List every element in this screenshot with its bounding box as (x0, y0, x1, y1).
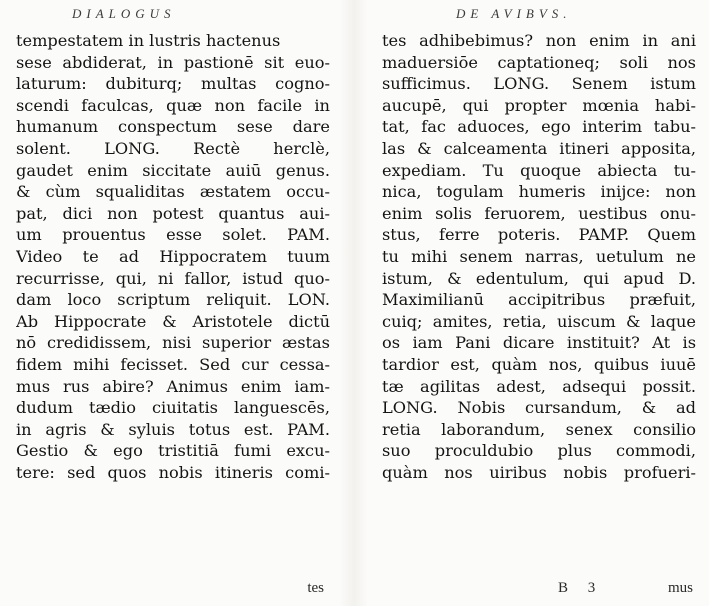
text-line: um prouentus esse solet. PAM. (16, 225, 330, 245)
text-line: tat, fac aduoces, ego interim tabu- (382, 117, 696, 137)
text-line: las & calceamenta itineri apposita, (382, 138, 696, 158)
text-line: & cùm squaliditas æstatem occu- (16, 182, 330, 202)
text-line: mus rus abire? Animus enim iam- (16, 376, 330, 396)
running-head-left: DIALOGUS (72, 6, 176, 21)
text-line: LONG. Nobis cursandum, & ad (382, 398, 696, 418)
text-line: fidem mihi fecisset. Sed cur cessa- (16, 354, 330, 374)
text-line: tu mihi senem narras, uetulum ne (382, 246, 696, 266)
text-line: tere: sed quos nobis itineris comi- (16, 462, 330, 482)
running-head-right: DE AVIBVS. (456, 6, 572, 21)
text-line: stus, ferre poteris. PAMP. Quem (382, 225, 696, 245)
book-gutter (340, 0, 368, 606)
text-line: sese abdiderat, in pastionē sit euo- (16, 52, 330, 72)
right-text-block (382, 30, 696, 483)
text-line: gaudet enim siccitate auiū genus. (16, 160, 330, 180)
text-line: dudum tædio ciuitatis languescēs, (16, 398, 330, 418)
text-line: tardior est, quàm nos, quibus iuuē (382, 354, 696, 374)
text-line: nō credidissem, nisi superior æstas (16, 333, 330, 353)
catchword-left: tes (307, 580, 324, 596)
text-line: enim solis feruorem, uestibus onu- (382, 203, 696, 223)
text-line: in agris & syluis totus est. PAM. (16, 419, 330, 439)
left-text-block (16, 30, 330, 483)
text-line: scendi faculcas, quæ non facile in (16, 95, 330, 115)
text-line: expediam. Tu quoque abiecta tu- (382, 160, 696, 180)
text-line: nica, togulam humeris inijce: non (382, 182, 696, 202)
left-page (0, 0, 340, 606)
catchword-right: mus (667, 580, 693, 596)
text-line: pat, dici non potest quantus aui- (16, 203, 330, 223)
text-line: Gestio & ego tristitiā fumi excu- (16, 441, 330, 461)
signature-mark: B 3 (558, 580, 604, 596)
text-line: laturum: dubiturq; multas cogno- (16, 74, 330, 94)
text-line: quàm nos uiribus nobis profueri- (382, 462, 696, 482)
text-line: retia laborandum, senex consilio (382, 419, 696, 439)
text-line: suo proculdubio plus commodi, (382, 441, 696, 461)
text-line: tæ agilitas adest, adsequi possit. (382, 376, 696, 396)
text-line: maduersiōe captationeq; soli nos (382, 52, 696, 72)
text-line: humanum conspectum sese dare (16, 117, 330, 137)
text-line: tempestatem in lustris hactenus (16, 31, 281, 50)
text-line: recurrisse, qui, ni fallor, istud quo- (16, 268, 330, 288)
text-line: aucupē, qui propter mœnia habi- (382, 95, 696, 115)
text-line: cuiq; amites, retia, uiscum & laque (382, 311, 696, 331)
text-line: dam loco scriptum reliquit. LON. (16, 290, 330, 310)
text-line: tes adhibebimus? non enim in ani (382, 31, 696, 50)
text-line: Ab Hippocrate & Aristotele dictū (16, 311, 330, 331)
text-line: solent. LONG. Rectè herclè, (16, 138, 330, 158)
text-line: Maximilianū accipitribus præfuit, (382, 290, 696, 310)
right-page (368, 0, 709, 606)
text-line: os iam Pani dicare instituit? At is (382, 333, 696, 353)
text-line: sufficimus. LONG. Senem istum (382, 74, 696, 94)
text-line: Video te ad Hippocratem tuum (16, 246, 330, 266)
text-line: istum, & edentulum, qui apud D. (382, 268, 696, 288)
